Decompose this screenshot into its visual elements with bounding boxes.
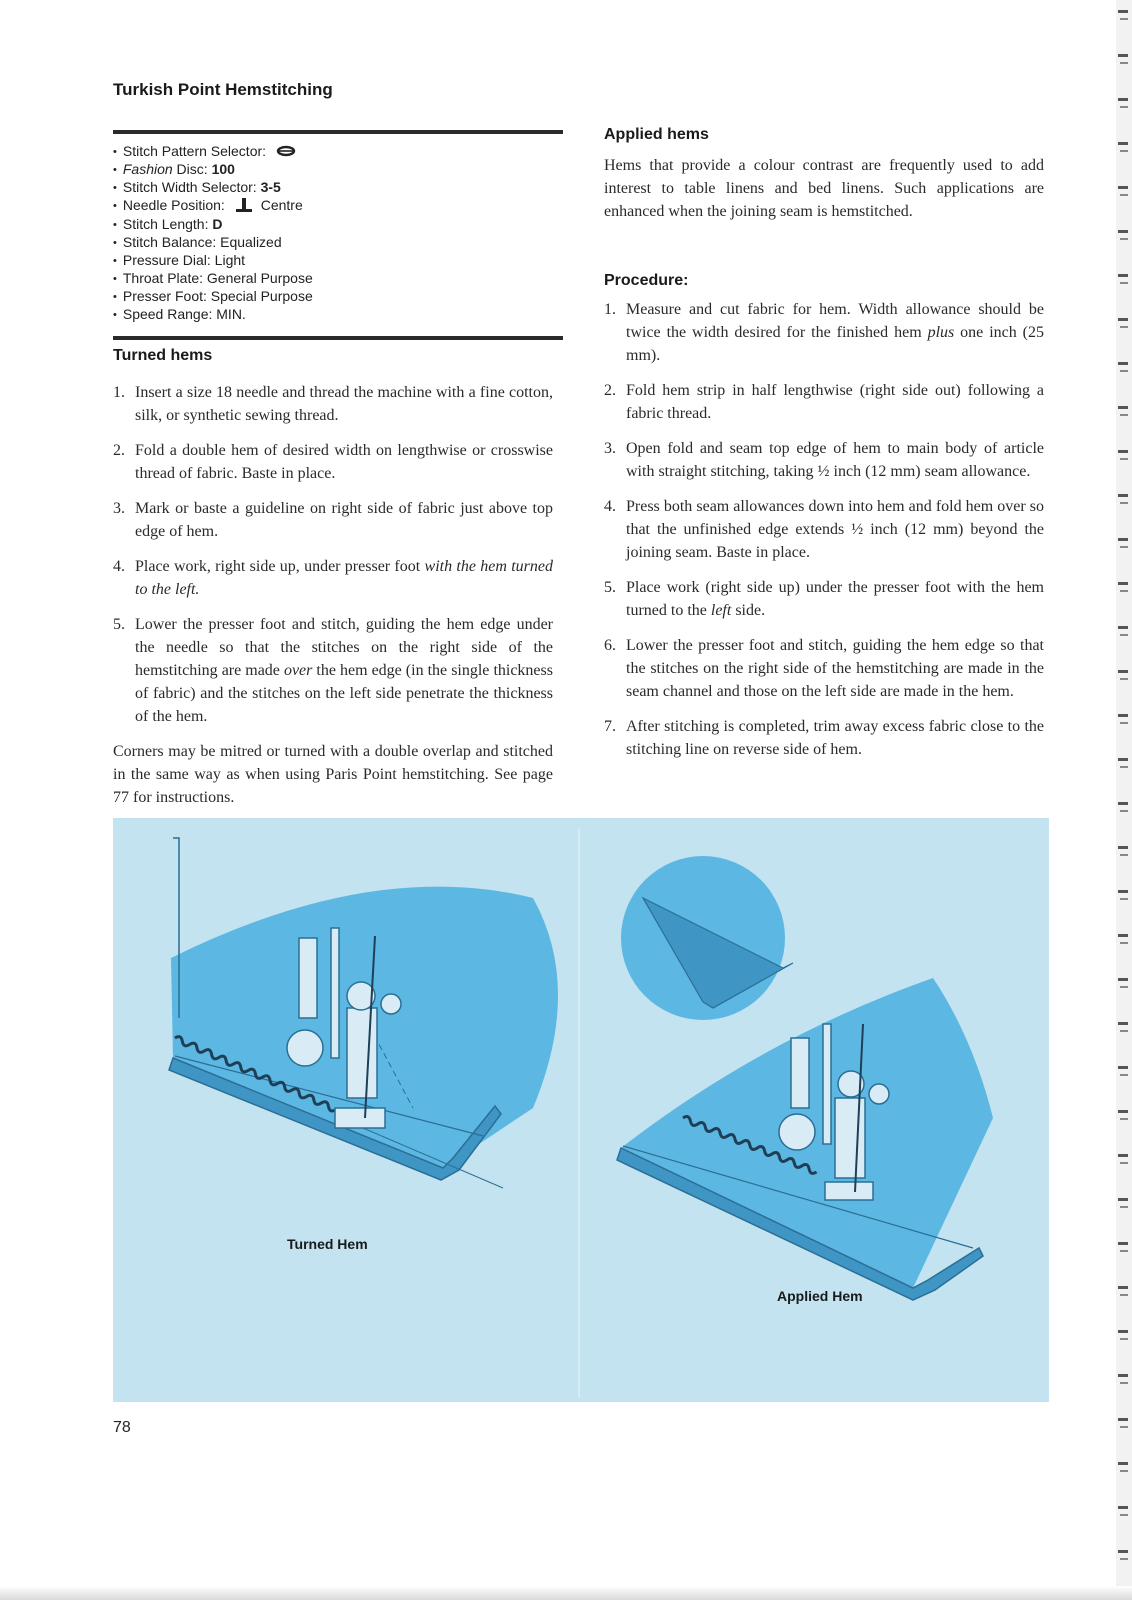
setting-label: Stitch Width Selector: (122, 179, 261, 195)
machine-settings-list (113, 143, 563, 324)
setting-item (113, 234, 563, 252)
step-item (604, 298, 1044, 367)
setting-item (113, 197, 563, 216)
applied-hems-intro: Hems that provide a colour contrast are frequently used to add interest to table linens and bed linens. Such applications are enhanced when the joining seam is hemstitched. (604, 157, 1044, 220)
step-text: Measure and cut fabric for hem. Width allowance should be twice the width desired for the finished hem (626, 301, 1044, 341)
setting-item (113, 306, 563, 324)
setting-label: Stitch Balance: Equalized (122, 234, 282, 250)
setting-item (113, 179, 563, 197)
procedure-heading: Procedure: (604, 272, 689, 289)
step-text: plus (927, 324, 955, 341)
setting-label: Speed Range: MIN. (122, 306, 246, 322)
setting-label: Presser Foot: Special Purpose (122, 288, 313, 304)
step-text: with the hem turned to the left. (135, 558, 553, 598)
setting-item (113, 161, 563, 179)
step-item (604, 634, 1044, 703)
step-number: 3. (604, 440, 616, 457)
setting-value: D (212, 216, 223, 232)
step-text: Mark or baste a guideline on right side of fabric just above top edge of hem. (135, 500, 553, 540)
step-text: After stitching is completed, trim away excess fabric close to the stitching line on reverse side of hem. (626, 718, 1044, 758)
step-item (604, 715, 1044, 761)
step-item (113, 497, 553, 543)
step-number: 4. (604, 498, 616, 515)
step-number: 2. (113, 442, 125, 459)
step-text: Place work, right side up, under presser foot (135, 558, 425, 575)
step-text: Fold hem strip in half lengthwise (right side out) following a fabric thread. (626, 382, 1044, 422)
setting-label: Needle Position: (122, 197, 229, 214)
setting-item (113, 252, 563, 270)
setting-value: 100 (211, 161, 235, 177)
step-number: 5. (113, 616, 125, 633)
page-bottom-edge (0, 1586, 1132, 1600)
hemstitching-illustration (113, 818, 1049, 1402)
turned-hems-heading: Turned hems (113, 347, 213, 364)
step-text: side. (731, 602, 766, 619)
step-number: 1. (113, 384, 125, 401)
step-number: 4. (113, 558, 125, 575)
spiral-binding-edge (1096, 0, 1132, 1600)
applied-hem-drawing (617, 856, 993, 1300)
page-title: Turkish Point Hemstitching (113, 80, 333, 99)
setting-label: Disc: (172, 161, 212, 177)
turned-hems-column (113, 381, 553, 809)
setting-item (113, 216, 563, 234)
centre-needle-icon (235, 197, 253, 216)
hem-illustrations-svg (113, 818, 1049, 1402)
procedure-steps (604, 298, 1044, 761)
step-text: over (283, 662, 313, 679)
step-number: 7. (604, 718, 616, 735)
step-item (113, 555, 553, 601)
step-text: one inch (25 mm). (626, 324, 1044, 364)
step-text: Open fold and seam top edge of hem to main body of article with straight stitching, taking ½ inch (12 mm) seam allowance. (626, 440, 1044, 480)
step-number: 5. (604, 579, 616, 596)
procedure-column (604, 298, 1044, 773)
step-text: Press both seam allowances down into hem and fold hem over so that the unfinished edge extends ½ inch (12 mm) beyond the joining seam. Baste in place. (626, 498, 1044, 561)
step-text: left (710, 602, 732, 619)
turned-hem-caption: Turned Hem (287, 1236, 368, 1252)
step-item (604, 437, 1044, 483)
turned-hem-drawing (169, 838, 558, 1188)
turned-hems-steps (113, 381, 553, 728)
step-item (113, 381, 553, 427)
step-text: Fold a double hem of desired width on lengthwise or crosswise thread of fabric. Baste in place. (135, 442, 553, 482)
setting-item (113, 143, 563, 161)
setting-after-text: Centre (260, 197, 303, 214)
machine-settings-box (113, 130, 563, 340)
stitch-pattern-icon (276, 144, 296, 160)
step-number: 6. (604, 637, 616, 654)
step-number: 3. (113, 500, 125, 517)
setting-label: Stitch Length: (122, 216, 213, 232)
step-item (604, 576, 1044, 622)
setting-label: Pressure Dial: Light (122, 252, 246, 268)
step-text: Place work (right side up) under the presser foot with the hem turned to the (626, 579, 1044, 619)
step-text: the hem edge (in the single thickness of fabric) and the stitches on the left side penetrate the thickness of the hem. (135, 662, 553, 725)
step-item (604, 379, 1044, 425)
setting-label: Stitch Pattern Selector: (122, 143, 270, 159)
step-number: 2. (604, 382, 616, 399)
step-number: 1. (604, 301, 616, 318)
page-number: 78 (113, 1419, 131, 1436)
applied-hem-caption: Applied Hem (777, 1288, 863, 1304)
setting-label-italic: Fashion (122, 161, 173, 177)
step-text: Lower the presser foot and stitch, guiding the hem edge so that the stitches on the right side of the hemstitching are made in the seam channel and those on the left side are made in the hem. (626, 637, 1044, 700)
turned-hems-note: Corners may be mitred or turned with a double overlap and stitched in the same way as when using Paris Point hemstitching. See page 77 for instructions. (113, 743, 553, 806)
setting-item (113, 288, 563, 306)
setting-item (113, 270, 563, 288)
applied-hems-heading: Applied hems (604, 126, 709, 143)
step-item (113, 613, 553, 728)
step-item (604, 495, 1044, 564)
step-item (113, 439, 553, 485)
setting-value: 3-5 (260, 179, 281, 195)
setting-label: Throat Plate: General Purpose (122, 270, 313, 286)
step-text: Lower the presser foot and stitch, guiding the hem edge under the needle so that the stitches on the right side of the hemstitching are made (135, 616, 553, 679)
step-text: Insert a size 18 needle and thread the machine with a fine cotton, silk, or synthetic sewing thread. (135, 384, 553, 424)
applied-hems-column (604, 154, 1044, 223)
